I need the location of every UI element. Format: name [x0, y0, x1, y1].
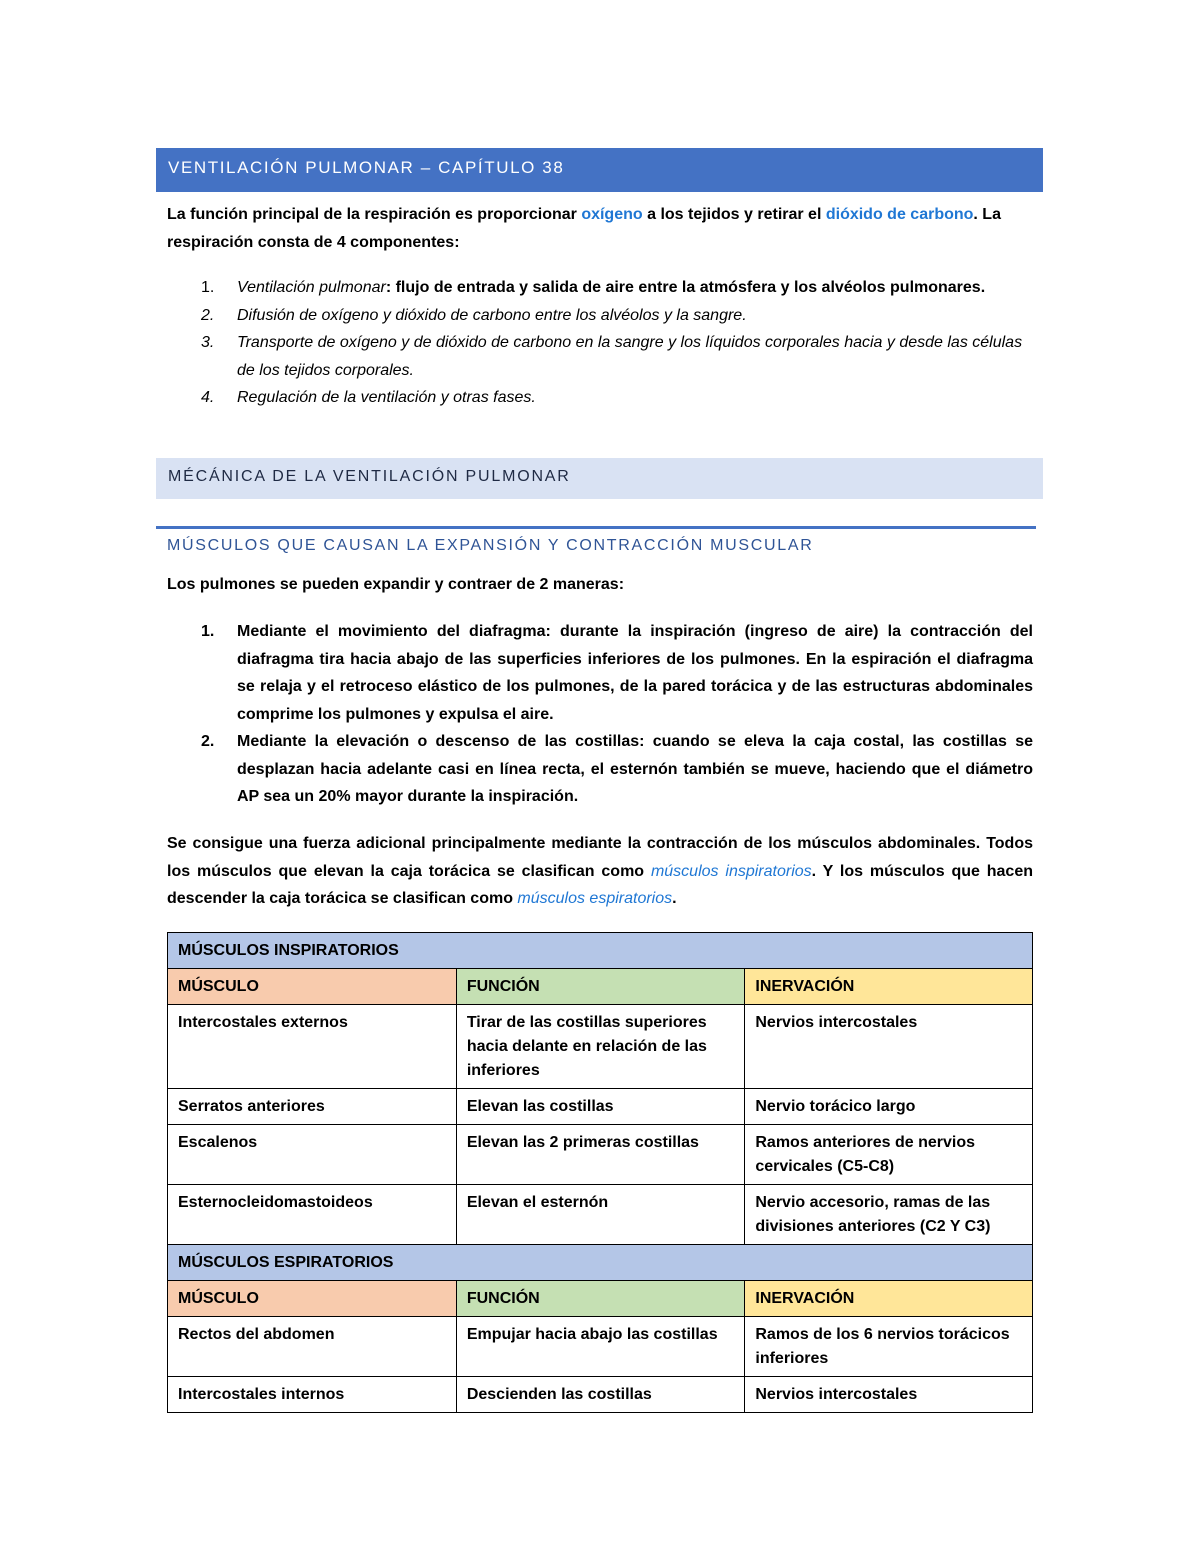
table-row [168, 1125, 1033, 1185]
cell-function: Elevan las 2 primeras costillas [456, 1125, 745, 1185]
highlight-expiratory: músculos espiratorios [517, 890, 673, 907]
chapter-heading: VENTILACIÓN PULMONAR – CAPÍTULO 38 [156, 148, 1043, 192]
highlight-oxygen: oxígeno [581, 206, 643, 223]
table-column-headers [168, 1281, 1033, 1317]
cell-innervation: Ramos anteriores de nervios cervicales (C5-C8) [745, 1125, 1033, 1185]
col-header-innervation: INERVACIÓN [745, 1281, 1033, 1317]
col-header-function: FUNCIÓN [456, 1281, 745, 1317]
cell-innervation: Nervio accesorio, ramas de las divisiones anteriores (C2 Y C3) [745, 1185, 1033, 1245]
highlight-co2: dióxido de carbono [825, 206, 974, 223]
intro-paragraph: La función principal de la respiración es proporcionar oxígeno a los tejidos y retirar el dióxido de carbono. La respiración consta de 4 componentes: [167, 206, 1001, 251]
cell-innervation: Nervios intercostales [745, 1005, 1033, 1089]
cell-muscle: Serratos anteriores [168, 1089, 457, 1125]
ways-list [167, 618, 1033, 811]
list-item: 4. Regulación de la ventilación y otras fases. [201, 389, 536, 406]
table-row [168, 1377, 1033, 1413]
table-row [168, 1317, 1033, 1377]
cell-function: Descienden las costillas [456, 1377, 745, 1413]
cell-muscle: Esternocleidomastoideos [168, 1185, 457, 1245]
cell-function: Empujar hacia abajo las costillas [456, 1317, 745, 1377]
table-column-headers [168, 969, 1033, 1005]
list-item: 1. Ventilación pulmonar: flujo de entrada y salida de aire entre la atmósfera y los alvéolos pulmonares. [201, 279, 986, 296]
extra-paragraph: Se consigue una fuerza adicional principalmente mediante la contracción de los músculos abdominales. Todos los músculos que elevan la caja torácica se clasifican como músculos inspiratorios. Y los músculos que hacen descender la caja torácica se clasifican como músculos espiratorios. [167, 835, 1034, 907]
cell-muscle: Intercostales externos [168, 1005, 457, 1089]
list-item: 1. Mediante el movimiento del diafragma: durante la inspiración (ingreso de aire) la contracción del diafragma tira hacia abajo de las superficies inferiores de los pulmones. En la espiración el diafragma se relaja y el retroceso elástico de los pulmones, de la pared torácica y de las estructuras abdominales comprime los pulmones y expulsa el aire. [201, 623, 1033, 723]
list-item: 3. Transporte de oxígeno y de dióxido de carbono en la sangre y los líquidos corporales hacia y desde las células de los tejidos corporales. [201, 334, 1023, 379]
cell-muscle: Intercostales internos [168, 1377, 457, 1413]
cell-muscle: Rectos del abdomen [168, 1317, 457, 1377]
muscles-table [167, 932, 1033, 1413]
table-row [168, 1005, 1033, 1089]
cell-muscle: Escalenos [168, 1125, 457, 1185]
table-row [168, 1185, 1033, 1245]
cell-innervation: Nervios intercostales [745, 1377, 1033, 1413]
cell-function: Elevan las costillas [456, 1089, 745, 1125]
lungs-intro: Los pulmones se pueden expandir y contraer de 2 maneras: [167, 576, 625, 593]
col-header-function: FUNCIÓN [456, 969, 745, 1005]
cell-innervation: Nervio torácico largo [745, 1089, 1033, 1125]
list-item: 2. Mediante la elevación o descenso de las costillas: cuando se eleva la caja costal, las costillas se desplazan hacia adelante casi en línea recta, el esternón también se mueve, haciendo que el diámetro AP sea un 20% mayor durante la inspiración. [201, 733, 1033, 805]
table-row [168, 1089, 1033, 1125]
section-heading: MÉCÁNICA DE LA VENTILACIÓN PULMONAR [156, 458, 1043, 499]
table-section-header [168, 933, 1033, 969]
section-title-expiratory: MÚSCULOS ESPIRATORIOS [178, 1254, 394, 1271]
subsection-heading: MÚSCULOS QUE CAUSAN LA EXPANSIÓN Y CONTRACCIÓN MUSCULAR [167, 537, 814, 554]
table-section-header [168, 1245, 1033, 1281]
subsection-rule [156, 526, 1036, 529]
cell-innervation: Ramos de los 6 nervios torácicos inferiores [745, 1317, 1033, 1377]
col-header-muscle: MÚSCULO [168, 969, 457, 1005]
highlight-inspiratory: músculos inspiratorios [650, 862, 812, 880]
section-title-inspiratory: MÚSCULOS INSPIRATORIOS [178, 942, 399, 959]
col-header-muscle: MÚSCULO [168, 1281, 457, 1317]
col-header-innervation: INERVACIÓN [745, 969, 1033, 1005]
cell-function: Tirar de las costillas superiores hacia delante en relación de las inferiores [456, 1005, 745, 1089]
list-item: 2. Difusión de oxígeno y dióxido de carbono entre los alvéolos y la sangre. [201, 306, 747, 324]
components-list [167, 274, 1033, 412]
cell-function: Elevan el esternón [456, 1185, 745, 1245]
